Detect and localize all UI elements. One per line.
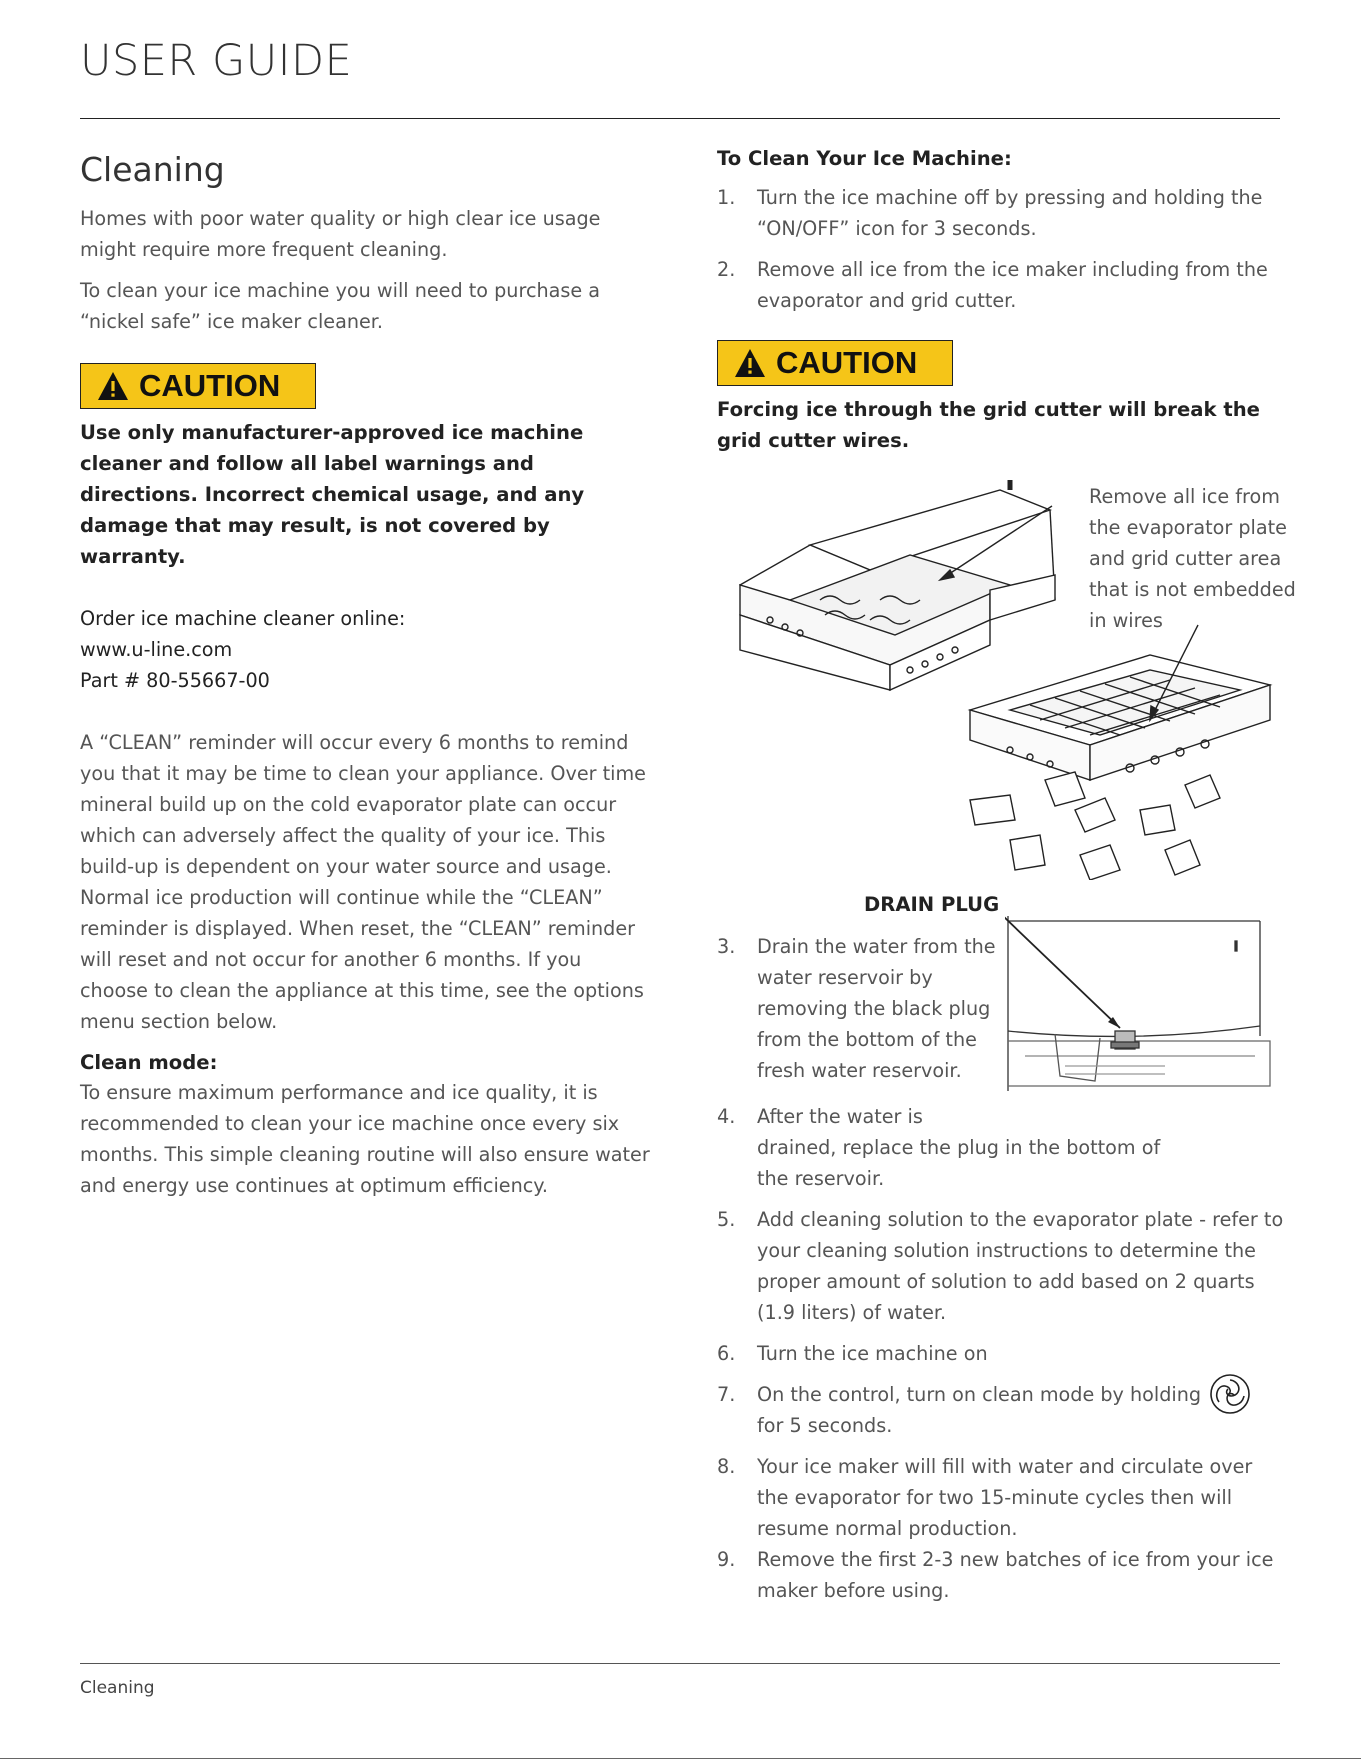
steps-continued — [717, 1101, 1287, 1616]
clean-mode-swirl-icon — [1207, 1371, 1253, 1417]
caution-label: CAUTION — [139, 368, 281, 403]
caution-badge — [717, 340, 953, 386]
warning-triangle-icon — [734, 348, 766, 378]
caution-badge — [80, 363, 316, 409]
caution-label: CAUTION — [776, 345, 918, 380]
part-number: Part # 80-55667-00 — [80, 669, 270, 692]
reminder-paragraph: A “CLEAN” reminder will occur every 6 months to remind you that it may be time to clean your appliance. Over time mineral build up on the cold evaporator plate can occur which can adversely affect the quality of your ice. This build-up is dependent on your water source and usage. Normal ice production will continue while the “CLEAN” reminder is displayed. When reset, the “CLEAN” reminder will reset and not occur for another 6 months. If you choose to clean the appliance at this time, see the options menu section below. — [80, 731, 646, 1033]
section-title: Cleaning — [80, 150, 225, 189]
order-info — [80, 603, 650, 696]
footer-label: Cleaning — [80, 1678, 155, 1698]
order-website-link[interactable]: www.u-line.com — [80, 638, 233, 661]
step-item: 6. Turn the ice machine on — [717, 1342, 988, 1365]
drain-plug-illustration — [1005, 916, 1275, 1096]
step-item: 3. Drain the water from the water reservoir by removing the black plug from the bottom of the fresh water reservoir. — [717, 935, 996, 1082]
left-column — [80, 150, 650, 1211]
step-item: 1. Turn the ice machine off by pressing and holding the “ON/OFF” icon for 3 seconds. — [717, 186, 1263, 240]
right-column — [717, 147, 1287, 456]
page-title: USER GUIDE — [80, 36, 353, 86]
steps-list-a — [717, 182, 1287, 316]
intro-paragraph-2: To clean your ice machine you will need to purchase a “nickel safe” ice maker cleaner. — [80, 279, 601, 333]
order-line: Order ice machine cleaner online: — [80, 607, 406, 630]
step-item: 9. Remove the first 2-3 new batches of ice from your ice maker before using. — [717, 1548, 1274, 1602]
footer-divider — [80, 1663, 1280, 1664]
procedure-heading: To Clean Your Ice Machine: — [717, 147, 1012, 170]
header-divider — [80, 118, 1280, 119]
drain-plug-label: DRAIN PLUG — [864, 893, 1000, 916]
caution-text: Use only manufacturer-approved ice machine cleaner and follow all label warnings and directions. Incorrect chemical usage, and any damage that may result, is not covered by warranty. — [80, 421, 585, 568]
page-edge-line — [0, 1758, 1361, 1759]
clean-mode-heading: Clean mode: — [80, 1051, 218, 1074]
step-item: 7. On the control, turn on clean mode by holding for 5 seconds. — [717, 1379, 1287, 1441]
step-item: 8. Your ice maker will fill with water and circulate over the evaporator for two 15-minute cycles then will resume normal production. — [717, 1455, 1253, 1540]
step-item: 4. After the water is drained, replace the plug in the bottom of the reservoir. — [717, 1105, 1161, 1190]
clean-mode-paragraph: To ensure maximum performance and ice quality, it is recommended to clean your ice machine once every six months. This simple cleaning routine will also ensure water and energy use continues at optimum efficiency. — [80, 1081, 650, 1197]
figure-callout: Remove all ice from the evaporator plate and grid cutter area that is not embedded in wires — [1089, 485, 1296, 632]
intro-paragraph-1: Homes with poor water quality or high clear ice usage might require more frequent cleaning. — [80, 207, 601, 261]
step-3-block — [717, 931, 1007, 1096]
caution-text: Forcing ice through the grid cutter will break the grid cutter wires. — [717, 398, 1260, 452]
step-item: 2. Remove all ice from the ice maker including from the evaporator and grid cutter. — [717, 258, 1268, 312]
warning-triangle-icon — [97, 371, 129, 401]
step-item: 5. Add cleaning solution to the evaporator plate - refer to your cleaning solution instructions to determine the proper amount of solution to add based on 2 quarts (1.9 liters) of water. — [717, 1208, 1284, 1324]
